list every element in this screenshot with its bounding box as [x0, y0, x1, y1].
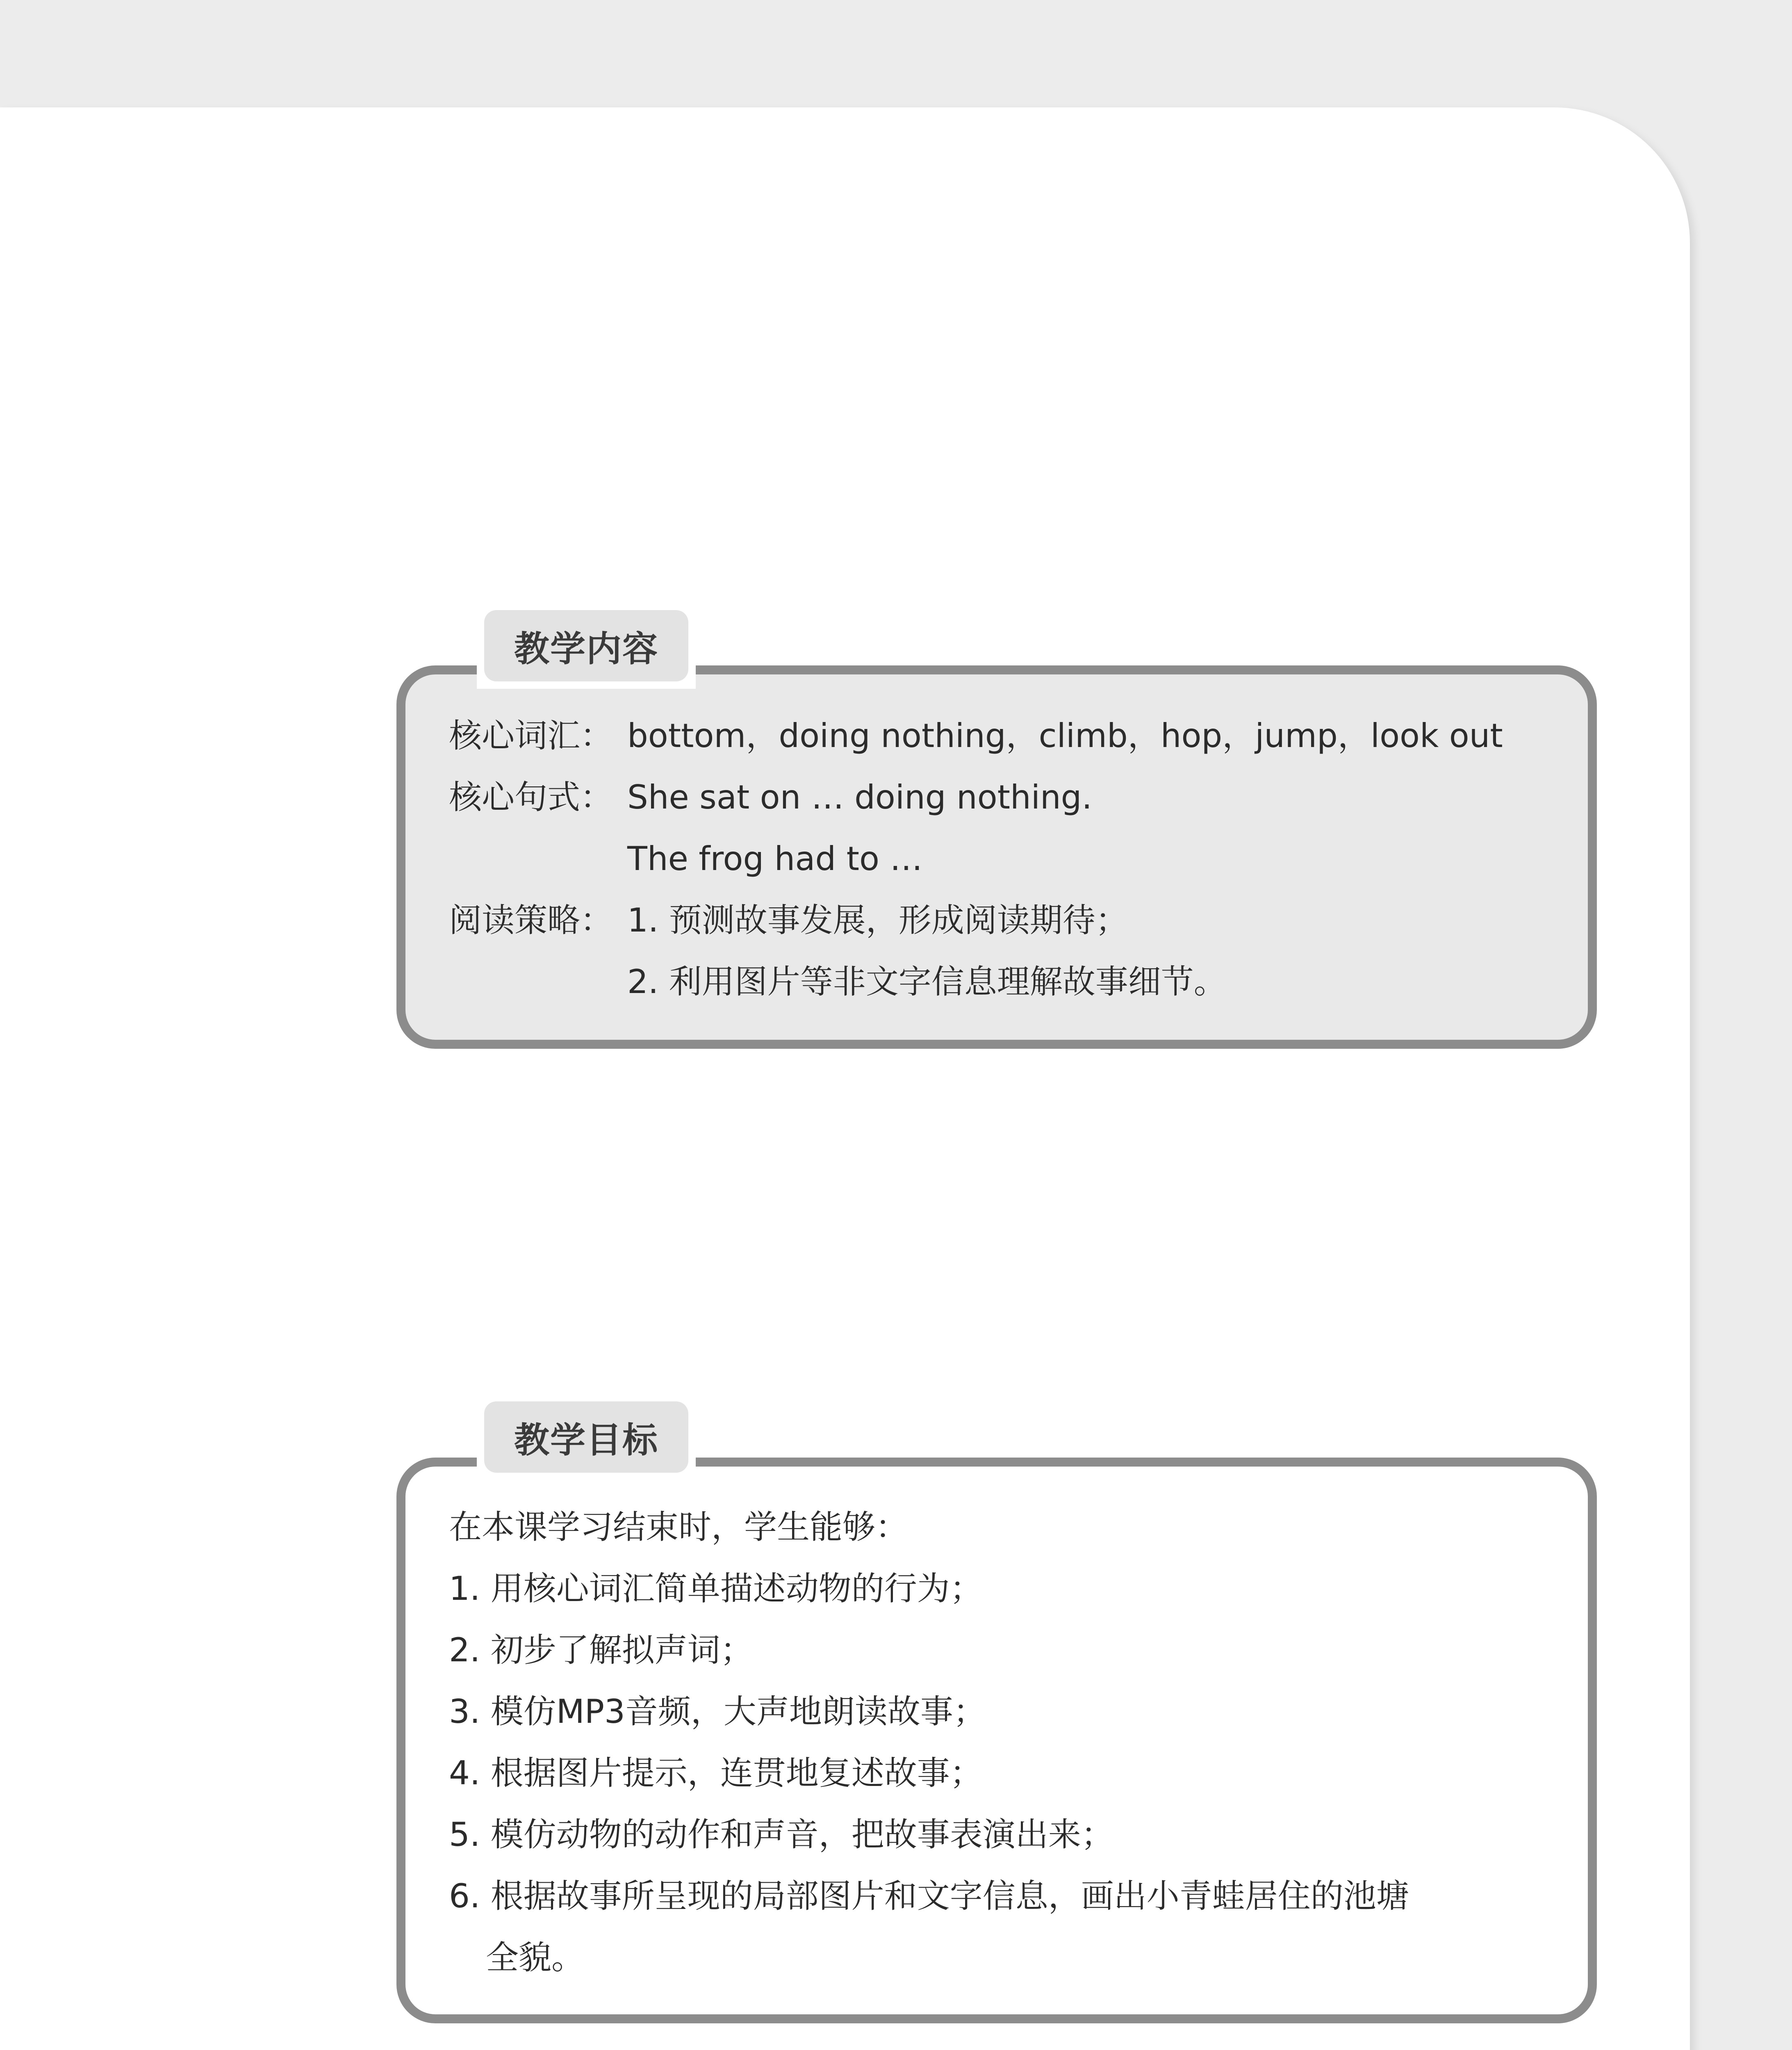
goal-item-2: 2. 初步了解拟声词； — [449, 1631, 753, 1669]
core-sentence-label-empty — [449, 838, 627, 879]
teaching-goals-tab — [477, 1394, 696, 1480]
reading-strategy-label-empty — [449, 961, 627, 1002]
reading-strategy-text-2: 2. 利用图片等非文字信息理解故事细节。 — [627, 963, 1227, 1001]
reading-strategy-label: 阅读策略： — [449, 901, 613, 939]
core-vocabulary-row — [449, 715, 1503, 756]
goal-item-6-continued: 全貌。 — [486, 1938, 584, 1977]
core-sentence-row — [449, 777, 1092, 818]
core-vocabulary-label: 核心词汇： — [449, 717, 613, 755]
reading-strategy-row-2 — [449, 961, 1227, 1002]
goal-item-5: 5. 模仿动物的动作和声音，把故事表演出来； — [449, 1815, 1114, 1854]
goal-item-1: 1. 用核心词汇简单描述动物的行为； — [449, 1569, 983, 1608]
goal-item-6: 6. 根据故事所呈现的局部图片和文字信息，画出小青蛙居住的池塘 — [449, 1877, 1409, 1915]
teaching-goals-title: 教学目标 — [484, 1401, 688, 1473]
goal-item-3: 3. 模仿MP3音频，大声地朗读故事； — [449, 1692, 986, 1731]
core-sentence-label: 核心句式： — [449, 778, 613, 816]
teaching-content-tab — [477, 603, 696, 689]
reading-strategy-text-1: 1. 预测故事发展，形成阅读期待； — [627, 901, 1128, 939]
core-sentence-row-2 — [449, 838, 922, 879]
goal-item-4: 4. 根据图片提示，连贯地复述故事； — [449, 1754, 983, 1792]
core-vocabulary-text: bottom，doing nothing，climb，hop，jump，look out — [627, 717, 1503, 755]
reading-strategy-row — [449, 900, 1128, 941]
teaching-content-title: 教学内容 — [484, 610, 688, 681]
goals-intro: 在本课学习结束时，学生能够： — [449, 1508, 908, 1546]
core-sentence-text-2: The frog had to … — [627, 840, 923, 878]
core-sentence-text-1: She sat on … doing nothing. — [627, 778, 1092, 816]
